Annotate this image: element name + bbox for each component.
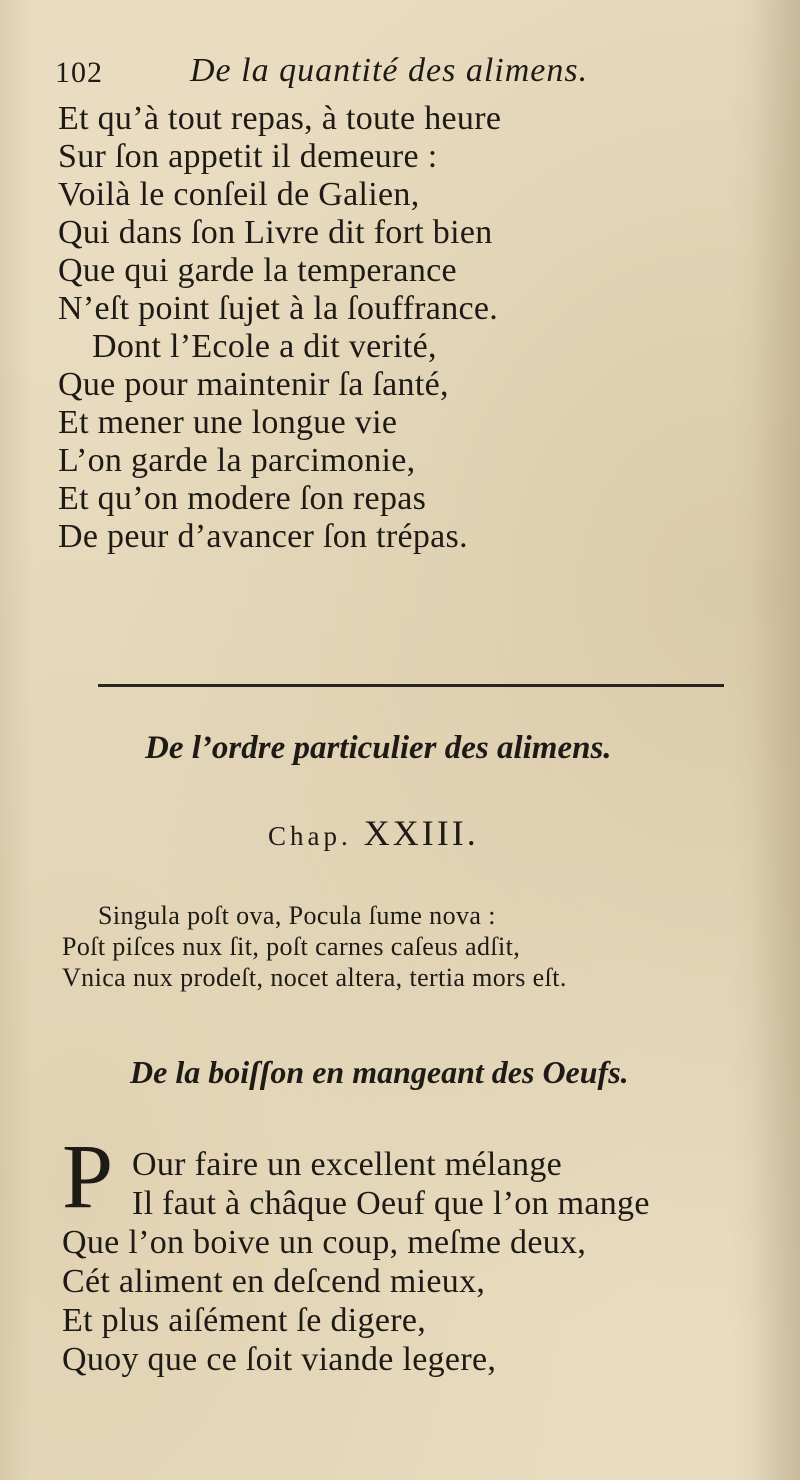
verse-line: Que pour maintenir ſa ſanté, [58, 366, 449, 403]
page-number: 102 [55, 56, 103, 89]
verse-line: L’on garde la parcimonie, [58, 442, 416, 479]
section-divider-rule [98, 684, 724, 687]
verse-line: Voilà le conſeil de Galien, [58, 176, 420, 213]
subsection-title: De la boiſſon en mangeant des Oeufs. [130, 1054, 629, 1090]
verse-top [58, 100, 768, 556]
verse-line: Et mener une longue vie [58, 404, 398, 441]
verse-line: Qui dans ſon Livre dit fort bien [58, 214, 493, 251]
page-header [55, 52, 755, 102]
latin-epigraph [62, 900, 772, 993]
running-head: De la quantité des alimens. [190, 52, 589, 89]
verse-line: Que qui garde la temperance [58, 252, 457, 289]
verse-line: Quoy que ce ſoit viande legere, [62, 1341, 497, 1378]
verse-line: Et plus aiſément ſe digere, [62, 1302, 427, 1339]
drop-cap: P [62, 1125, 114, 1227]
page-edge-shadow [730, 0, 800, 1480]
verse-line: Que l’on boive un coup, meſme deux, [62, 1224, 587, 1261]
verse-line: Il faut à châque Oeuf que l’on mange [132, 1185, 650, 1222]
verse-line: Dont l’Ecole a dit verité, [92, 328, 437, 365]
verse-line: Cét aliment en deſcend mieux, [62, 1263, 486, 1300]
chapter-prefix: Chap. [268, 821, 352, 851]
verse-line: Et qu’on modere ſon repas [58, 480, 427, 517]
verse-bottom [62, 1145, 772, 1379]
verse-line: Sur ſon appetit il demeure : [58, 138, 438, 175]
chapter-heading [268, 812, 479, 854]
verse-line: N’eſt point ſujet à la ſouffrance. [58, 290, 499, 327]
chapter-number: XXIII. [363, 813, 479, 853]
section-title: De l’ordre particulier des alimens. [145, 730, 612, 766]
verse-line: De peur d’avancer ſon trépas. [58, 518, 468, 555]
latin-line: Vnica nux prodeſt, nocet altera, tertia mors eſt. [62, 963, 567, 992]
latin-line: Singula poſt ova, Pocula ſume nova : [98, 901, 496, 930]
verse-line: Our faire un excellent mélange [132, 1146, 563, 1183]
latin-line: Poſt piſces nux ſit, poſt carnes caſeus adſit, [62, 932, 521, 961]
verse-line: Et qu’à tout repas, à toute heure [58, 100, 502, 137]
